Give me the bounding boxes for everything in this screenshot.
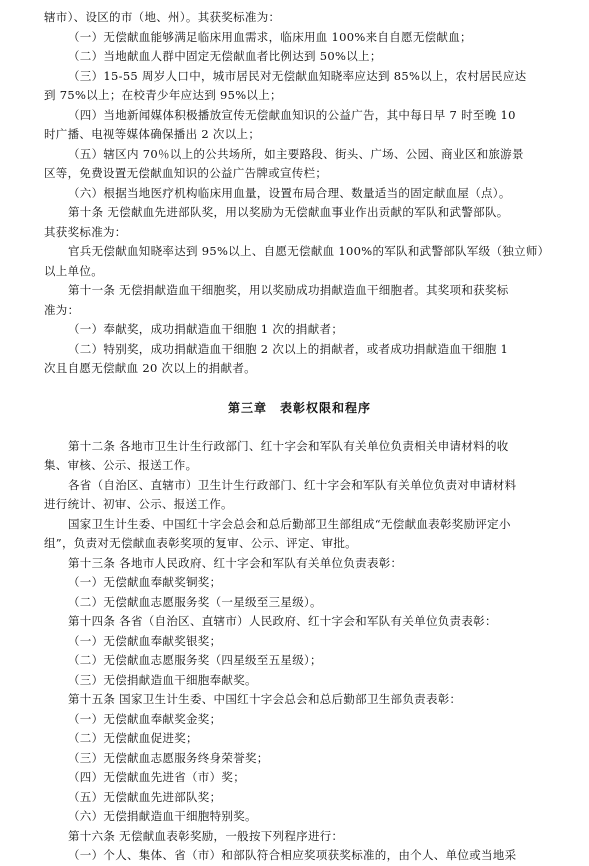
text-line: （一）无偿献血奉献奖金奖； — [68, 711, 222, 726]
text-line: （六）无偿捐献造血干细胞特别奖。 — [68, 809, 257, 823]
text-line: 以上单位。 — [44, 263, 103, 278]
text-line: （三）15-55 周岁人口中，城市居民对无偿献血知晓率应达到 85%以上，农村居民应达 — [68, 68, 527, 83]
text-line: 其获奖标准为： — [44, 224, 127, 239]
text-line: 第十三条 各地市人民政府、红十字会和军队有关单位负责表彰： — [68, 555, 403, 570]
text-line: （四）无偿献血先进省（市）奖； — [68, 770, 245, 784]
text-line: 集、审核、公示、报送工作。 — [44, 458, 198, 472]
text-line: 各省（自治区、直辖市）卫生计生行政部门、红十字会和军队有关单位负责对申请材料 — [68, 477, 517, 492]
text-line: 时广播、电视等媒体确保播出 2 次以上； — [44, 127, 261, 141]
text-line: 第十六条 无偿献血表彰奖励，一般按下列程序进行： — [68, 828, 344, 843]
text-line: 第十一条 无偿捐献造血干细胞奖，用以奖励成功捐献造血干细胞者。其奖项和获奖标 — [68, 283, 509, 297]
text-line: （三）无偿捐献造血干细胞奉献奖。 — [68, 672, 257, 687]
text-line: （一）无偿献血奉献奖铜奖； — [68, 575, 222, 589]
text-line: （二）无偿献血志愿服务奖（一星级至三星级）。 — [68, 594, 322, 609]
text-line: 区等，免费设置无偿献血知识的公益广告牌或宣传栏； — [44, 166, 328, 180]
text-line: 辖市）、设区的市（地、州）。其获奖标准为： — [44, 10, 281, 24]
chapter-heading: 第三章 表彰权限和程序 — [227, 400, 371, 415]
text-line: 次且自愿无偿献血 20 次以上的捐献者。 — [44, 361, 256, 375]
text-line: （二）特别奖，成功捐献造血干细胞 2 次以上的捐献者，或者成功捐献造血干细胞 1 — [68, 341, 509, 356]
text-line: （一）奉献奖，成功捐献造血干细胞 1 次的捐献者； — [68, 322, 344, 336]
text-line: 官兵无偿献血知晓率达到 95%以上、自愿无偿献血 100%的军队和武警部队军级（独立师） — [68, 244, 550, 258]
text-line: 组”，负责对无偿献血表彰奖项的复审、公示、评定、审批。 — [44, 536, 357, 550]
section-award-criteria — [44, 8, 555, 379]
text-line: 准为： — [44, 302, 80, 317]
text-line: （三）无偿献血志愿服务终身荣誉奖； — [68, 750, 269, 765]
text-line: （二）当地献血人群中固定无偿献血者比例达到 50%以上； — [68, 49, 382, 63]
text-line: （五）辖区内 70％以上的公共场所，如主要路段、街头、广场、公园、商业区和旅游景 — [68, 146, 524, 161]
text-line: （一）无偿献血奉献奖银奖； — [68, 633, 222, 648]
text-line: 国家卫生计生委、中国红十字会总会和总后勤部卫生部组成“无偿献血表彰奖励评定小 — [68, 516, 511, 531]
text-line: （五）无偿献血先进部队奖； — [68, 789, 222, 804]
text-line: 第十条 无偿献血先进部队奖，用以奖励为无偿献血事业作出贡献的军队和武警部队。 — [68, 205, 509, 219]
text-line: 到 75%以上；在校青少年应达到 95%以上； — [44, 88, 282, 102]
text-line: 第十二条 各地市卫生计生行政部门、红十字会和军队有关单位负责相关申请材料的收 — [68, 438, 509, 453]
text-line: 第十五条 国家卫生计生委、中国红十字会总会和总后勤部卫生部负责表彰： — [68, 692, 462, 706]
text-line: （一）无偿献血能够满足临床用血需求，临床用血 100%来自自愿无偿献血； — [68, 29, 472, 44]
text-line: （六）根据当地医疗机构临床用血量，设置布局合理、数量适当的固定献血屋（点）。 — [68, 185, 511, 200]
text-line: （四）当地新闻媒体积极播放宣传无偿献血知识的公益广告，其中每日早 7 时至晚 10 — [68, 107, 516, 122]
section-authority-procedure — [44, 437, 555, 866]
text-line: 第十四条 各省（自治区、直辖市）人民政府、红十字会和军队有关单位负责表彰： — [68, 614, 497, 628]
text-line: （一）个人、集体、省（市）和部队符合相应奖项获奖标准的，由个人、单位或当地采 — [68, 848, 517, 862]
text-line: 进行统计、初审、公示、报送工作。 — [44, 497, 233, 511]
text-line: （二）无偿献血促进奖； — [68, 731, 198, 745]
text-line: （二）无偿献血志愿服务奖（四星级至五星级）； — [68, 653, 322, 667]
